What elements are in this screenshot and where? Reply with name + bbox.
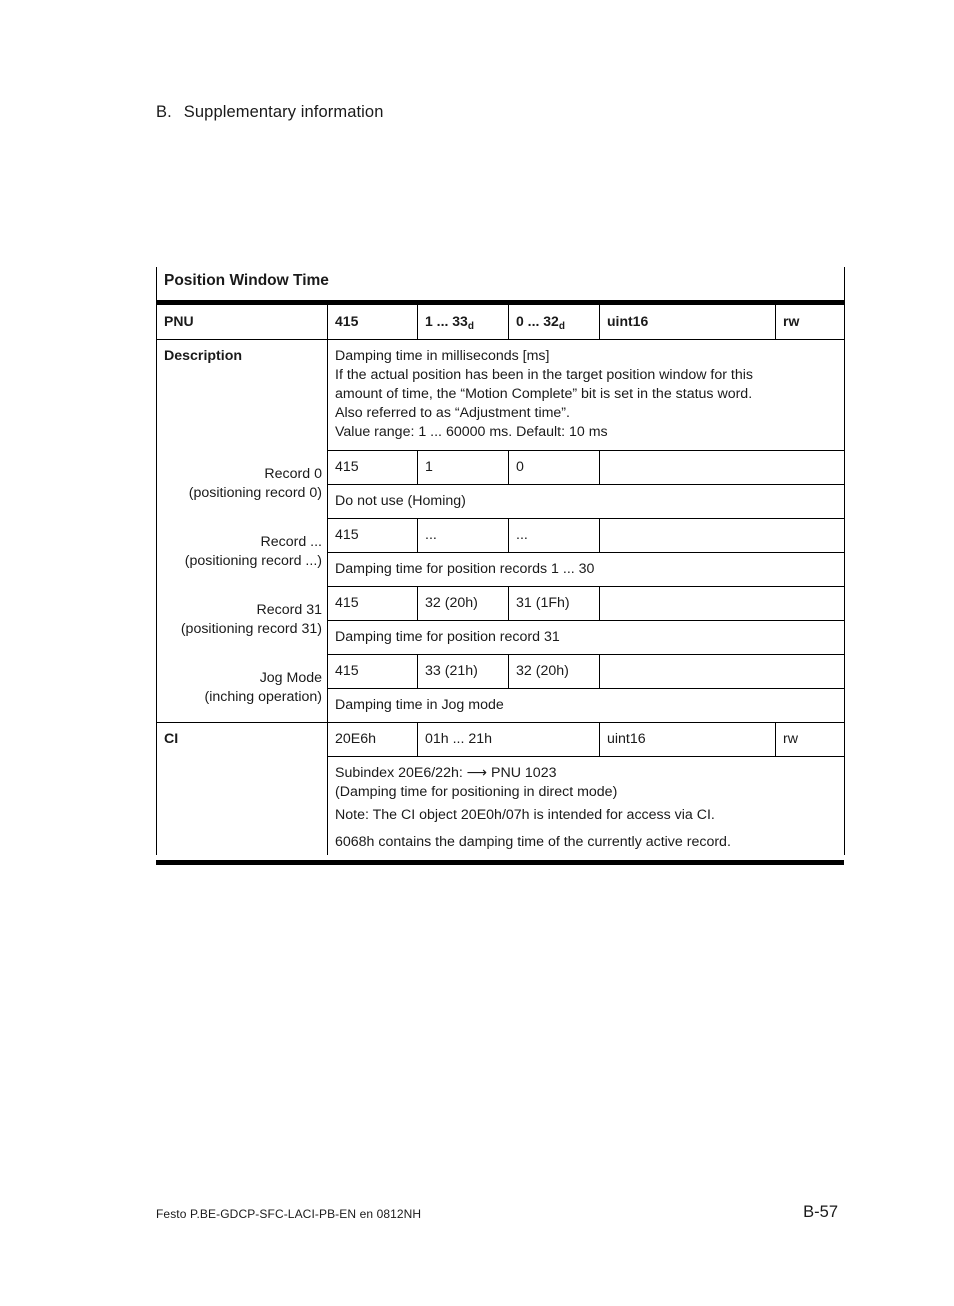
record-pnu: 415 [328,450,418,484]
pnu-label: PNU [157,302,328,339]
record-row [157,450,845,484]
record-empty [600,450,845,484]
ci-line1: Subindex 20E6/22h: ⟶ PNU 1023 [335,764,557,781]
record-label: Record ... (positioning record ...) [157,518,328,586]
record-index: 31 (1Fh) [509,586,600,620]
record-row [157,586,845,620]
record-pnu: 415 [328,518,418,552]
ci-text [328,756,845,855]
record-index: 32 (20h) [509,654,600,688]
section-number: B. [156,103,172,121]
ci-note: Note: The CI object 20E0h/07h is intended for access via CI. [335,806,715,823]
record-index: 0 [509,450,600,484]
record-text: Damping time for position record 31 [328,620,845,654]
ci-subindex: 01h ... 21h [418,722,600,756]
record-text: Do not use (Homing) [328,484,845,518]
record-text: Damping time in Jog mode [328,688,845,722]
ci-access: rw [776,722,845,756]
page-number: B-57 [803,1203,838,1221]
table-bottom-rule [156,860,844,865]
record-label: Jog Mode (inching operation) [157,654,328,722]
record-row [157,518,845,552]
record-label: Record 0 (positioning record 0) [157,450,328,518]
record-text: Damping time for position records 1 ... 30 [328,552,845,586]
page-header [156,103,383,122]
section-title: Supplementary information [183,103,384,121]
record-empty [600,518,845,552]
record-empty [600,654,845,688]
description-label: Description [157,339,328,450]
record-subindex: ... [418,518,509,552]
pnu-type: uint16 [600,302,776,339]
record-pnu: 415 [328,654,418,688]
pnu-number: 415 [328,302,418,339]
record-subindex: 33 (21h) [418,654,509,688]
record-empty [600,586,845,620]
ci-type: uint16 [600,722,776,756]
ci-line2: (Damping time for positioning in direct mode) [335,783,618,800]
ci-row [157,722,845,756]
description-row [157,339,845,450]
pnu-row [157,302,845,339]
table-title-row [157,267,845,302]
ci-extra: 6068h contains the damping time of the currently active record. [335,833,731,850]
description-text: Damping time in milliseconds [ms] If the actual position has been in the target position window for this amount of time, the “Motion Complete” bit is set in the status word. Also referred to as “Adjustment time”. Value range: 1 ... 60000 ms. Default: 10 ms [328,339,845,450]
footer-document-id: Festo P.BE-GDCP-SFC-LACI-PB-EN en 0812NH [156,1207,422,1221]
record-subindex: 32 (20h) [418,586,509,620]
pnu-access: rw [776,302,845,339]
table-title: Position Window Time [157,267,845,302]
ci-object: 20E6h [328,722,418,756]
record-row [157,654,845,688]
record-subindex: 1 [418,450,509,484]
pnu-array-index: 0 ... $32_d$ [509,302,600,339]
pnu-subindex: 1 ... $33_d$ [418,302,509,339]
record-label: Record 31 (positioning record 31) [157,586,328,654]
record-pnu: 415 [328,586,418,620]
ci-label: CI [157,722,328,855]
record-index: ... [509,518,600,552]
parameter-table [156,267,844,855]
